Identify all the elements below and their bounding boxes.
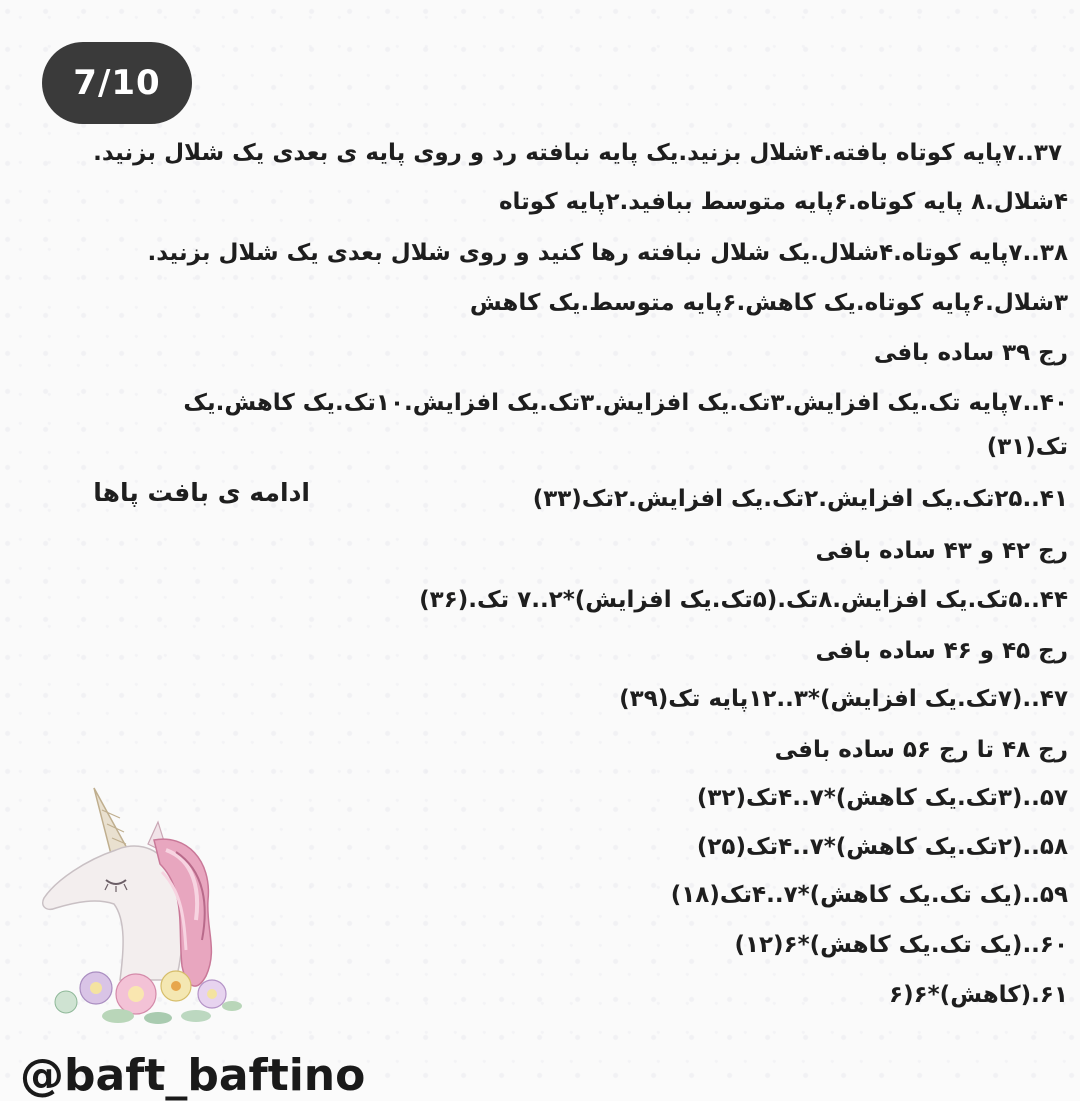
instruction-line: رج ۴۵ و ۴۶ ساده بافی <box>815 638 1068 664</box>
instruction-line: ۴۷..(۷تک.یک افزایش)*۳..۱۲پایه تک(۳۹) <box>619 686 1068 712</box>
flower-icon <box>55 971 242 1024</box>
instagram-handle: @baft_baftino <box>20 1050 366 1101</box>
instruction-line: ۴شلال.۸ پایه کوتاه.۶پایه متوسط ببافید.۲پایه کوتاه <box>498 189 1068 215</box>
instruction-line: رج ۴۸ تا رج ۵۶ ساده بافی <box>774 737 1068 763</box>
instruction-line: ۵۸..(۲تک.یک کاهش)*۷..۴تک(۲۵) <box>696 834 1068 860</box>
instruction-line: ۳۸..۷پایه کوتاه.۴شلال.یک شلال نبافته رها کنید و روی شلال بعدی یک شلال بزنید. <box>147 240 1068 266</box>
instruction-line: ۴۰..۷پایه تک.یک افزایش.۳تک.یک افزایش.۳تک.یک افزایش.۱۰تک.یک کاهش.یک <box>183 390 1068 416</box>
instruction-line: تک(۳۱) <box>986 434 1068 460</box>
instruction-line: ۴۴..۵تک.یک افزایش.۸تک.(۵تک.یک افزایش)*۲..۷ تک.(۳۶) <box>419 587 1068 613</box>
instruction-line: رج ۴۲ و ۴۳ ساده بافی <box>815 538 1068 564</box>
unicorn-illustration <box>36 780 246 1030</box>
section-heading: ادامه ی بافت پاها <box>93 478 310 507</box>
instruction-line: ۵۹..(یک تک.یک کاهش)*۷..۴تک(۱۸) <box>670 882 1068 908</box>
instruction-line: ۳شلال.۶پایه کوتاه.یک کاهش.۶پایه متوسط.یک کاهش <box>469 290 1068 316</box>
page-indicator-badge: 7/10 <box>42 42 192 124</box>
instruction-line: ۶۰..(یک تک.یک کاهش)*۶(۱۲) <box>734 932 1068 958</box>
instruction-line: ۴۱..۲۵تک.یک افزایش.۲تک.یک افزایش.۲تک(۳۳) <box>532 486 1068 512</box>
instruction-line: رج ۳۹ ساده بافی <box>873 340 1068 366</box>
instruction-line: ۵۷..(۳تک.یک کاهش)*۷..۴تک(۳۲) <box>696 785 1068 811</box>
instruction-line: ۳۷..۷پایه کوتاه بافته.۴شلال بزنید.یک پایه نبافته رد و روی پایه ی بعدی یک شلال بزنید. <box>93 140 1062 166</box>
instruction-line: ۶۱.(کاهش)*۶(۶ <box>889 982 1068 1008</box>
